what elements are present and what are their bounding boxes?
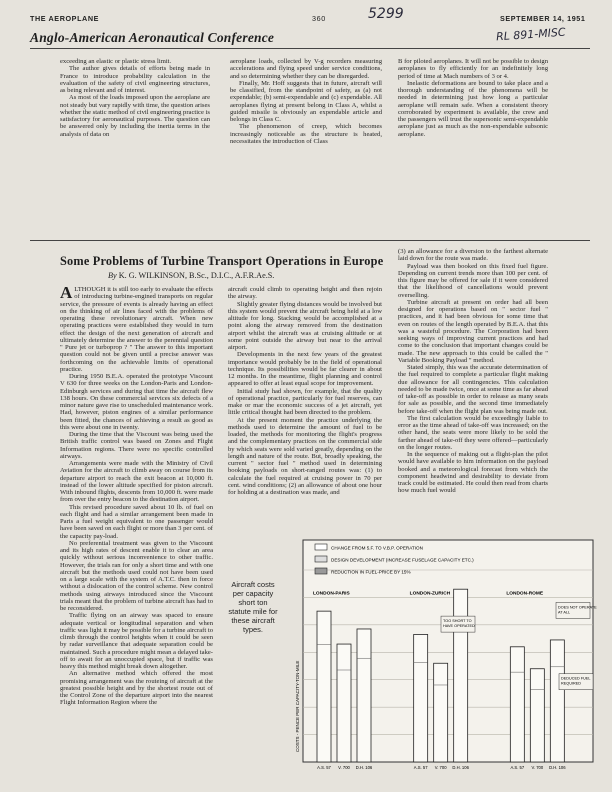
- cost-chart-svg: [223, 530, 598, 780]
- running-head: Anglo-American Aeronautical Conference: [30, 30, 275, 45]
- bar: [337, 644, 351, 762]
- route-label: LONDON-ROME: [506, 591, 544, 597]
- paragraph: The author gives details of efforts being made in France to introduce probability calculation in the evaluation of the safety of civil engineering structures, as being relevant and of interest.: [60, 65, 210, 94]
- paragraph: aeroplane loads, collected by V-g recorders measuring accelerations and flying speed under service conditions, and so determining whether they can be disregarded.: [230, 58, 382, 80]
- bar: [454, 589, 468, 762]
- legend-entry: DESIGN DEVELOPMENT (INCREASE FUSELAGE CAPACITY ETC.): [331, 557, 474, 563]
- paragraph: Finally, Mr. Hoff suggests that in future, aircraft will be classified, from the standpoint of safety, as (a) not expendable; (b) semi-expendable and (c) expendable. All aeroplanes flying at present belong in Class A, whilst a guided missile is obviously an expendable article and belongs in Class C.: [230, 79, 382, 123]
- legend-swatch: [315, 544, 327, 550]
- paragraph: B for piloted aeroplanes. It will not be possible to design aeroplanes to fly efficiently for an indefinitely long period of time at Mach numbers of 3 or 4.: [398, 58, 548, 80]
- bar: [414, 634, 428, 762]
- top-column-2: [230, 58, 382, 160]
- paragraph: At the present moment the practice underlying the methods used to determine the amount of fuel to be loaded, the methods for monitoring the flight's progress and the complementary practices on the commercial side by which seats were sold varied greatly, depending on the length and nature of the route. But, broadly speaking, the current " sector fuel " method used in determining booking payloads on short-ranged routes was: (1) to calculate the fuel required at cruising power in 70 per cent. wind conditions; (2) an allowance of about one hour for holding at a destination was made, and: [228, 416, 382, 496]
- annotation-label: TOO SHORT TO HAVE OPERATED: [443, 619, 475, 629]
- page-number: 360: [312, 14, 326, 23]
- paragraph: The phenomenon of creep, which becomes increasingly noticeable as the structure is heated, necessitates the introduction of Class: [230, 123, 382, 145]
- legend-swatch: [315, 556, 327, 562]
- legend-entry: CHANGE FROM 5.F. TO V.B.P. OPERATION: [331, 545, 423, 551]
- handwritten-number: 5299: [368, 6, 404, 22]
- paragraph: Traffic flying on an airway was spaced to ensure adequate vertical or longitudinal separation and when traffic was light it may be possible for a turbine aircraft to climb through the control heights when it could be seen by radar surveillance that adequate separation could be maintained. Such a procedure might mean a delayed take-off to await for an unoccupied space, but if traffic was heavy this method might break down altogether.: [60, 612, 213, 670]
- bar-category-label: V. 700: [531, 765, 544, 770]
- drop-cap: A: [60, 286, 73, 302]
- paragraph: exceeding an elastic or plastic stress limit.: [60, 58, 172, 65]
- bar-category-label: A.S. 57: [317, 765, 331, 770]
- bar: [357, 629, 371, 762]
- article-column-3: [398, 248, 548, 526]
- top-column-1: [60, 58, 210, 160]
- paragraph: (3) an allowance for a diversion to the farthest alternate laid down for the route was made.: [398, 248, 548, 263]
- bar: [530, 669, 544, 762]
- paragraph: During 1950 B.E.A. operated the prototype Viscount V 630 for three weeks on the London-Paris and London-Edinburgh services and during that time the aircraft flew 138 hours. On these commercial services six defects of a minor nature gave rise to unscheduled maintenance work. Had, however, piston engines of a similar performance been fitted, the chances of achieving a result as good as this were about one in twenty.: [60, 373, 213, 431]
- bar-category-label: D.H. 106: [452, 765, 469, 770]
- paragraph: Turbine aircraft at present on order had all been designed for operations based on " sector fuel " practices, and it had been obvious for some time that even on routes of the length operated by B.E.A. that this was a wasteful procedure. The Corporation had been seeking ways of improving current practices and had come to the conclusion that important changes could be made. The new approach to this could be called the " Variable Booking Payload " method.: [398, 298, 548, 364]
- bar-category-label: V. 700: [434, 765, 447, 770]
- route-label: LONDON-ZURICH: [409, 591, 451, 597]
- paragraph: During the time that the Viscount was being used the British traffic control was based on Zones and Flight Information regions. There were no specific controlled airways.: [60, 431, 213, 460]
- paragraph: In the sequence of making out a flight-plan the pilot would have available to him information on the payload booked and a meteorological forecast from which the component headwind and desirability to deviate from track could be estimated. He could then read from charts how much fuel would: [398, 451, 548, 495]
- bar-category-label: D.H. 106: [549, 765, 566, 770]
- bar-category-label: A.S. 57: [413, 765, 428, 770]
- paragraph: Developments in the next few years of the greatest importance would probably be in the field of operational technique. Its possibilities would be far clearer in about 12 months. In the meantime, flight planning and control appeared to offer at least equal scope for improvement.: [228, 351, 382, 388]
- journal-name: THE AEROPLANE: [30, 14, 100, 23]
- legend-swatch: [315, 568, 327, 574]
- paragraph: aircraft could climb to operating height and then rejoin the airway.: [228, 286, 382, 301]
- paragraph: An alternative method which offered the most promising arrangement was the routeing of aircraft at the greatest possible height and by the shortest route out of the Control Zone of the departure airport into the nearest Flight Information Region where the: [60, 670, 213, 707]
- bar-category-label: A.S. 57: [510, 765, 525, 770]
- article-title: Some Problems of Turbine Transport Operations in Europe: [60, 254, 384, 268]
- article-column-2: [228, 286, 382, 526]
- paragraph: Slightly greater flying distances would be involved but this system would prevent the aircraft being held at a low altitude for long. Stacking would be accomplished at a point along the airway removed from the destination airport whilst the aircraft was at cruising altitude or at some point outside the airway but near to the arrival airport.: [228, 300, 382, 351]
- paragraph: Payload was then booked on this fixed fuel figure. Depending on current trends more than 100 per cent. of this figure may be offered for sale if it were considered that the likelihood of cancellations would prevent overselling.: [398, 262, 548, 299]
- annotation-label: DEDUCED FUEL REQUIRED: [561, 676, 591, 686]
- paragraph: [60, 286, 213, 373]
- paragraph-text: LTHOUGH it is still too early to evaluate the effects of introducing turbine-engined transports on regular service, the pressure of events is already having an effect on the thinking of air lines faced with the problems of operating these revolutionary aircraft. When new operating practices were established they would in turn effect the design of the next generation of aircraft and ultimately determine the answer to the perennial question " Pure jet or turboprop ? " The answer to this important question could not be given until a precise answer was forthcoming on the achievable limits of operational practice.: [60, 286, 213, 373]
- legend-entry: REDUCTION IN FUEL-PRICE BY 15%: [331, 569, 411, 575]
- route-label: LONDON-PARIS: [313, 591, 350, 597]
- bar: [510, 647, 524, 762]
- issue-date: SEPTEMBER 14, 1951: [500, 14, 586, 23]
- bar: [550, 640, 564, 762]
- paragraph: Initial study had shown, for example, that the quality of operational practice, particularly for fuel reserves, can make or mar the economic success of a jet aircraft, yet little critical thought had been directed to the problem.: [228, 387, 382, 417]
- header-rule: [30, 48, 590, 49]
- top-column-3: [398, 58, 548, 160]
- byline: [108, 271, 274, 280]
- paragraph: Stated simply, this was the accurate determination of the fuel required to complete a particular flight making due allowance for all contingencies. This calculation needed to be made twice, once at some time as far ahead of take-off as possible in order to release as many seats for sale as possible, and the second time immediately before take-off when the flight plan was being made out.: [398, 364, 548, 415]
- byline-by: By: [108, 271, 117, 280]
- bar: [317, 611, 331, 762]
- bar-category-label: D.H. 106: [355, 765, 373, 770]
- article-column-1: [60, 286, 213, 776]
- byline-author: K. G. WILKINSON, B.Sc., D.I.C., A.F.R.Ae.S.: [118, 271, 275, 280]
- paragraph: The first calculation would be exceedingly liable to error as the time ahead of take-off was increased; on the other hand, the seats were more likely to be sold the farther ahead of take-off they were offered—particularly on the longer routes.: [398, 414, 548, 451]
- handwritten-ref: RL 891-MISC: [495, 25, 567, 44]
- cost-chart: [223, 530, 598, 780]
- bar-category-label: V. 700: [338, 765, 350, 770]
- paragraph: Inelastic deformations are bound to take place and a thorough understanding of the phenomena will be needed in determining just how long a particular aeroplane will remain safe. When a consistent theory corroborated by experiment is available, the crew and the passengers will trust the supersonic semi-expendable aeroplane just as much as the non-expendable subsonic aeroplane.: [398, 79, 548, 138]
- bar: [434, 663, 448, 762]
- section-rule: [30, 240, 590, 241]
- paragraph: As most of the loads imposed upon the aeroplane are not steady but vary rapidly with time, the question arises whether the static method of civil engineering practice is satisfactory for aeronautical purposes. The question can be answered only by including the inertia terms in the analysis of data on: [60, 94, 210, 138]
- y-axis-label: COSTS - PENCE PER CAPACITY-TON-MILE: [295, 660, 300, 752]
- chart-caption: Aircraft costs per capacity short ton statute mile for these aircraft types.: [228, 580, 278, 634]
- paragraph: Arrangements were made with the Ministry of Civil Aviation for the aircraft to climb away on course from its departure airport to reach the exit beacon at 10,000 ft. instead of the lower altitude specified for piston aircraft. With inbound flights, descents from 10,000 ft. were made from over the entry beacon to the destination airport.: [60, 460, 213, 504]
- annotation-label: DOES NOT OPERATE AT ALL: [558, 605, 597, 615]
- paragraph: This revised procedure saved about 10 lb. of fuel on each flight and had a similar arrangement been made in Paris a fuel weight equivalent to one passenger would have been saved on each flight or more than 3 per cent. of the capacity pay-load.: [60, 503, 213, 540]
- paragraph: No preferential treatment was given to the Viscount and its high rates of descent enable it to clear an area quickly without serious inconvenience to other traffic. However, the trials ran for only a short time and with one aircraft but the methods used could not have been used on a large scale with the system of A.T.C. then in force without a dislocation of the control scheme. New control methods using airways introduced since the Viscount trials meant that the problem of turbine aircraft has had to be reconsidered.: [60, 539, 213, 612]
